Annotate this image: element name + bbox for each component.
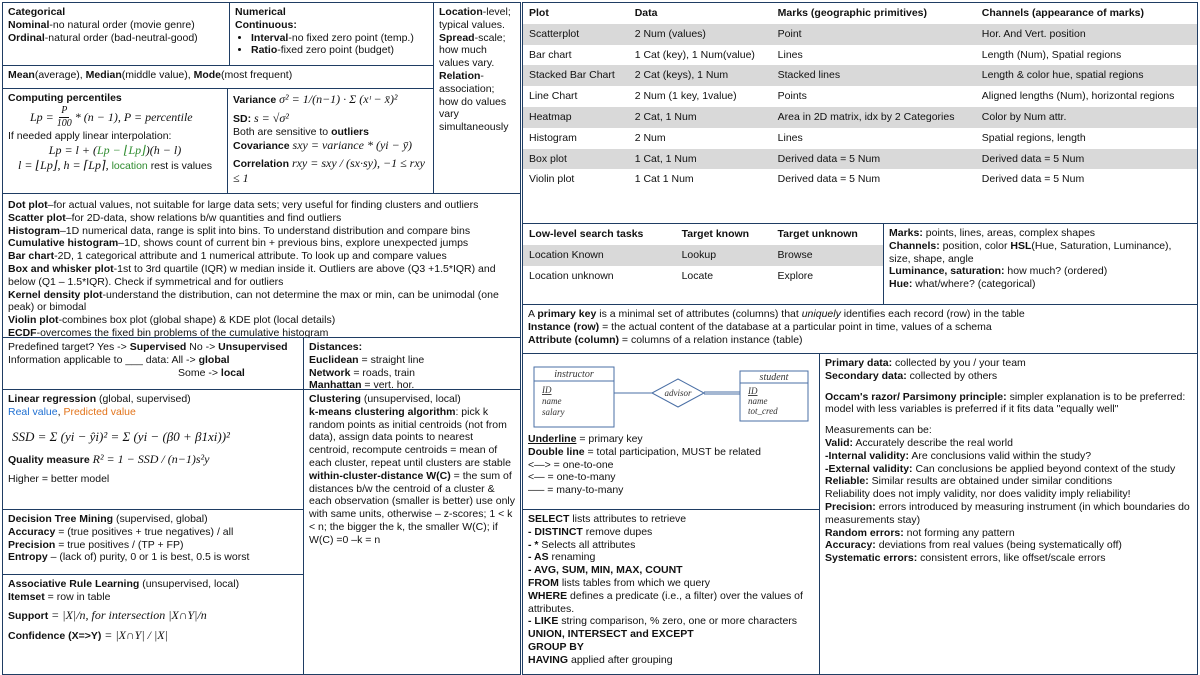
- many-to-many-line: —– = many-to-many: [528, 484, 624, 497]
- kmeans-text: k-means clustering algorithm: pick k random points as initial centroids (not from data), assign data points to nearest centroid, recompute centroids = mean of each cluster, repeat until clusters are stable: [309, 405, 511, 469]
- primary-data-line: Primary data: collected by you / your team: [825, 357, 1026, 369]
- student-attr-id: ID: [748, 386, 758, 396]
- plot-table-header: [523, 3, 1197, 24]
- higher-note: Higher = better model: [8, 473, 110, 486]
- plot-table: [523, 3, 1197, 190]
- decision-tree-box: [2, 509, 304, 575]
- floor-definition: l = ⌊Lp⌋, h = ⌈Lp⌉, location rest is values: [18, 157, 212, 172]
- plot-table-cell: Color by Num attr.: [976, 107, 1197, 128]
- channels-line: Channels: position, color HSL(Hue, Saturation, Luminance), size, shape, angle: [889, 239, 1172, 265]
- research-box: [819, 353, 1198, 675]
- quality-line: Quality measure R² = 1 − SSD / (n−1)s²y: [8, 452, 210, 467]
- plot-table-cell: Violin plot: [523, 169, 629, 190]
- interpolation-formula: Lp = l + (Lp − ⌊Lp⌋)(h − l): [48, 142, 182, 157]
- one-to-many-line: <— = one-to-many: [528, 471, 616, 484]
- er-diagram: [528, 363, 814, 433]
- decision-tree-title: Decision Tree Mining (supervised, global): [8, 513, 208, 525]
- ssd-formula: SSD = Σ (yi − ŷi)² = Σ (yi − (β0 + β1xi))²: [12, 428, 230, 444]
- plot-table-cell: Lines: [772, 45, 976, 66]
- sd-line: SD: s = √σ²: [233, 110, 289, 125]
- advisor-label: advisor: [664, 388, 692, 398]
- primary-key-line: A primary key is a minimal set of attributes (columns) that uniquely identifies each record (row) in the table: [528, 308, 1025, 320]
- manhattan-line: Manhattan = vert. hor.: [309, 379, 415, 390]
- attribute-line: Attribute (column) = columns of a relation instance (table): [528, 333, 803, 346]
- search-table-row: [523, 245, 883, 266]
- search-table-body: [523, 245, 883, 287]
- plot-table-cell: Derived data = 5 Num: [976, 169, 1197, 190]
- confidence-line: Confidence (X=>Y) = |X∩Y| / |X|: [8, 628, 168, 643]
- student-title: student: [759, 372, 789, 383]
- entropy-line: Entropy – (lack of) purity, 0 or 1 is best, 0.5 is worst: [8, 551, 250, 564]
- plot-table-header-cell: Data: [634, 7, 658, 19]
- location-measure: Location-level; typical values.: [439, 6, 511, 31]
- ordinal-line: Ordinal-natural order (bad-neutral-good): [8, 31, 198, 44]
- search-tasks-box: [522, 223, 884, 305]
- sql-line: - AVG, SUM, MIN, MAX, COUNT: [528, 564, 683, 577]
- plot-table-cell: Lines: [772, 128, 976, 149]
- data-types-box: [2, 2, 230, 66]
- plot-table-cell: Stacked lines: [772, 65, 976, 86]
- instructor-attr-id: ID: [542, 385, 552, 395]
- ratio-item: • Ratio-fixed zero point (budget): [251, 44, 428, 57]
- sql-line: - * Selects all attributes: [528, 538, 636, 551]
- nominal-line: Nominal-no natural order (movie genre): [8, 18, 195, 31]
- network-line: Network = roads, train: [309, 366, 415, 379]
- regression-title: Linear regression (global, supervised): [8, 393, 191, 405]
- plot-table-box: [522, 2, 1198, 224]
- numerical-box: [229, 2, 434, 66]
- er-box: [522, 353, 820, 510]
- plot-table-row: [523, 149, 1197, 170]
- sql-line: - AS renaming: [528, 551, 596, 564]
- accuracy-line: Accuracy = (true positives + true negatives) / all: [8, 525, 234, 538]
- instructor-attr-name: name: [542, 396, 562, 406]
- underline-line: Underline = primary key: [528, 433, 643, 445]
- plot-description-line: Histogram–1D numerical data, range is split into bins. To understand distribution and compare bins: [8, 224, 471, 237]
- measurement-item: Reliability does not imply validity, nor does validity imply reliability!: [825, 488, 1131, 501]
- outliers-line: Both are sensitive to outliers: [233, 125, 369, 138]
- search-table-cell: Location unknown: [523, 266, 676, 287]
- plot-table-cell: Box plot: [523, 149, 629, 170]
- plot-table-cell: 1 Cat (key), 1 Num(value): [629, 45, 772, 66]
- plot-table-cell: Derived data = 5 Num: [772, 169, 976, 190]
- plot-table-cell: Bar chart: [523, 45, 629, 66]
- plot-table-cell: Area in 2D matrix, idx by 2 Categories: [772, 107, 976, 128]
- plot-table-cell: 2 Num: [629, 128, 772, 149]
- sql-line: GROUP BY: [528, 640, 584, 653]
- percentile-formula: Lp = $\frac{P}{100}$ * (n − 1), P = percentile: [30, 104, 193, 129]
- hue-line: Hue: what/where? (categorical): [889, 278, 1036, 291]
- search-table-cell: Explore: [772, 266, 883, 287]
- luminance-line: Luminance, saturation: how much? (ordered): [889, 265, 1108, 278]
- instance-line: Instance (row) = the actual content of the database at a particular point in time, values of a schema: [528, 320, 992, 333]
- measurement-item: Systematic errors: consistent errors, like offset/scale errors: [825, 552, 1106, 565]
- plot-table-cell: Spatial regions, length: [976, 128, 1197, 149]
- search-table-header-cell: Target known: [681, 228, 750, 240]
- plot-table-cell: 2 Cat (keys), 1 Num: [629, 65, 772, 86]
- plot-description-line: Box and whisker plot-1st to 3rd quartile (IQR) w median inside it. Outliers are above (Q3 +1.5*IQR) and below (Q1 – 1.5*IQR). Check if symmetrical and for outliers: [8, 262, 496, 288]
- measures-box: [433, 2, 521, 194]
- instructor-attr-salary: salary: [542, 407, 565, 417]
- occam-line: Occam's razor/ Parsimony principle: simpler explanation is to be preferred: model with less variables is preferred if it fits data "equally well": [825, 390, 1186, 416]
- plot-description-line: Kernel density plot-understand the distribution, can not determine the max or min, can be unimodal (one peak) or bimodal: [8, 288, 499, 314]
- measurement-item: -External validity: Can conclusions be applied beyond context of the study: [825, 462, 1176, 475]
- plot-table-cell: Length (Num), Spatial regions: [976, 45, 1197, 66]
- double-line: Double line = total participation, MUST be related: [528, 445, 761, 458]
- plot-description-line: Cumulative histogram–1D, shows count of current bin + previous bins, explore unexpected jumps: [8, 237, 469, 250]
- variance-line: Variance σ² = 1/(n−1) · Σ (xᶦ − x̄)²: [233, 92, 398, 106]
- sql-list: [528, 513, 814, 667]
- precision-line: Precision = true positives / (TP + FP): [8, 538, 184, 551]
- plots-list: [8, 199, 515, 338]
- plot-table-row: [523, 24, 1197, 45]
- plot-table-cell: 1 Cat, 1 Num: [629, 149, 772, 170]
- plot-description-line: Scatter plot–for 2D-data, show relations b/w quantities and find outliers: [8, 211, 342, 224]
- sql-line: - LIKE string comparison, % zero, one or more characters: [528, 615, 798, 628]
- plot-table-row: [523, 107, 1197, 128]
- measurement-item: Valid: Accurately describe the real world: [825, 436, 1013, 449]
- wcd-text: within-cluster-distance W(C) = the sum of distances b/w the centroid of a cluster & each observation (smaller is better) use only with same units, otherwise – z-scores; 1 < k < n; the bigger the k, the smaller W(C); if W(C) =0 –k = n: [309, 469, 516, 546]
- student-attr-name: name: [748, 396, 768, 406]
- search-table-header: [523, 224, 883, 245]
- search-table-cell: Browse: [772, 245, 883, 266]
- plot-description-line: ECDF-overcomes the fixed bin problems of the cumulative histogram: [8, 326, 329, 338]
- plot-table-row: [523, 86, 1197, 107]
- sql-line: FROM lists tables from which we query: [528, 576, 711, 589]
- sql-line: UNION, INTERSECT and EXCEPT: [528, 628, 694, 641]
- relation-measure: Relation-association; how do values vary simultaneously: [439, 69, 509, 134]
- plot-table-body: [523, 24, 1197, 190]
- supervision-box: [2, 337, 304, 390]
- secondary-data-line: Secondary data: collected by others: [825, 369, 998, 382]
- association-title: Associative Rule Learning (unsupervised, local): [8, 578, 240, 590]
- itemset-line: Itemset = row in table: [8, 590, 111, 603]
- sql-line: SELECT lists attributes to retrieve: [528, 513, 687, 525]
- measurement-list: [825, 437, 1192, 565]
- percentiles-title: Computing percentiles: [8, 92, 122, 104]
- plot-table-header-cell: Marks (geographic primitives): [777, 7, 928, 19]
- measurements-intro: Measurements can be:: [825, 424, 932, 437]
- search-table-header-cell: Target unknown: [777, 228, 858, 240]
- plot-table-cell: Line Chart: [523, 86, 629, 107]
- sql-box: [522, 509, 820, 675]
- measurement-item: Precision: errors introduced by measuring instrument (in which boundaries do measurements stay): [825, 500, 1190, 526]
- support-line: Support = |X|/n, for intersection |X∩Y|/n: [8, 607, 207, 622]
- measurement-item: -Internal validity: Are conclusions valid within the study?: [825, 449, 1092, 462]
- plot-table-cell: Derived data = 5 Num: [772, 149, 976, 170]
- interval-item: • Interval-no fixed zero point (temp.): [251, 32, 428, 45]
- spread-box: [227, 88, 434, 194]
- instructor-title: instructor: [554, 369, 594, 380]
- clustering-box: [303, 389, 521, 675]
- categorical-title: Categorical: [8, 6, 66, 18]
- one-to-one-line: <—> = one-to-one: [528, 458, 614, 471]
- supervision-line1: Predefined target? Yes -> Supervised No -> Unsupervised: [8, 341, 288, 353]
- plot-table-cell: 2 Num (1 key, 1value): [629, 86, 772, 107]
- measurement-item: Reliable: Similar results are obtained under similar conditions: [825, 475, 1113, 488]
- plot-description-line: Violin plot-combines box plot (global shape) & KDE plot (local details): [8, 314, 336, 327]
- spread-measure: Spread-scale; how much values vary.: [439, 31, 506, 70]
- plot-table-cell: Point: [772, 24, 976, 45]
- plot-table-row: [523, 128, 1197, 149]
- regression-box: [2, 389, 304, 510]
- plot-table-row: [523, 45, 1197, 66]
- plot-table-cell: 1 Cat 1 Num: [629, 169, 772, 190]
- search-table-header-cell: Low-level search tasks: [529, 228, 644, 240]
- plot-table-cell: Aligned lengths (Num), horizontal regions: [976, 86, 1197, 107]
- distances-box: [303, 337, 521, 390]
- database-box: [522, 304, 1198, 354]
- percentiles-box: [2, 88, 228, 194]
- continuous-label: Continuous:: [235, 18, 297, 31]
- covariance-line: Covariance sxy = variance * (yi − ȳ): [233, 138, 413, 153]
- plot-table-cell: 2 Cat, 1 Num: [629, 107, 772, 128]
- plot-table-cell: Hor. And Vert. position: [976, 24, 1197, 45]
- plot-table-cell: Heatmap: [523, 107, 629, 128]
- clustering-title: Clustering (unsupervised, local): [309, 393, 461, 405]
- measurement-item: Accuracy: deviations from real values (being systematically off): [825, 539, 1122, 552]
- marks-channels-box: [883, 223, 1198, 305]
- plot-table-row: [523, 65, 1197, 86]
- correlation-line: Correlation rxy = sxy / (sx·sy), −1 ≤ rxy ≤ 1: [233, 156, 426, 185]
- plot-table-cell: Histogram: [523, 128, 629, 149]
- search-table: [523, 224, 883, 286]
- numerical-title: Numerical: [235, 6, 286, 18]
- plots-description-box: [2, 193, 521, 338]
- distances-title: Distances:: [309, 341, 363, 353]
- search-table-cell: Location Known: [523, 245, 676, 266]
- search-table-cell: Locate: [676, 266, 772, 287]
- plot-table-header-cell: Plot: [529, 7, 549, 19]
- supervision-line2: Information applicable to ___ data: All -> global: [8, 353, 230, 366]
- regression-legend: Real value, Predicted value: [8, 405, 136, 418]
- interpolation-note: If needed apply linear interpolation:: [8, 130, 172, 143]
- plot-table-cell: Derived data = 5 Num: [976, 149, 1197, 170]
- sql-line: WHERE defines a predicate (i.e., a filter) over the values of attributes.: [528, 589, 803, 615]
- plot-table-cell: Stacked Bar Chart: [523, 65, 629, 86]
- euclidean-line: Euclidean = straight line: [309, 353, 425, 366]
- plot-table-cell: Points: [772, 86, 976, 107]
- plot-table-cell: Length & color hue, spatial regions: [976, 65, 1197, 86]
- plot-table-row: [523, 169, 1197, 190]
- marks-line: Marks: points, lines, areas, complex shapes: [889, 227, 1096, 239]
- plot-table-cell: Scatterplot: [523, 24, 629, 45]
- search-table-cell: Lookup: [676, 245, 772, 266]
- association-box: [2, 574, 304, 675]
- student-attr-totcred: tot_cred: [748, 406, 778, 416]
- sql-line: HAVING applied after grouping: [528, 653, 673, 666]
- plot-description-line: Dot plot–for actual values, not suitable for large data sets; very useful for finding clusters and outliers: [8, 199, 479, 211]
- central-tendency-box: Mean(average), Median(middle value), Mode(most frequent): [2, 65, 434, 89]
- plot-description-line: Bar chart-2D, 1 categorical attribute and 1 numerical attribute. To look up and compare values: [8, 250, 447, 263]
- search-table-row: [523, 266, 883, 287]
- plot-table-header-cell: Channels (appearance of marks): [981, 7, 1145, 19]
- measurement-item: Random errors: not forming any pattern: [825, 526, 1015, 539]
- supervision-line3: Some -> local: [178, 366, 245, 379]
- sql-line: - DISTINCT remove dupes: [528, 525, 653, 538]
- plot-table-cell: 2 Num (values): [629, 24, 772, 45]
